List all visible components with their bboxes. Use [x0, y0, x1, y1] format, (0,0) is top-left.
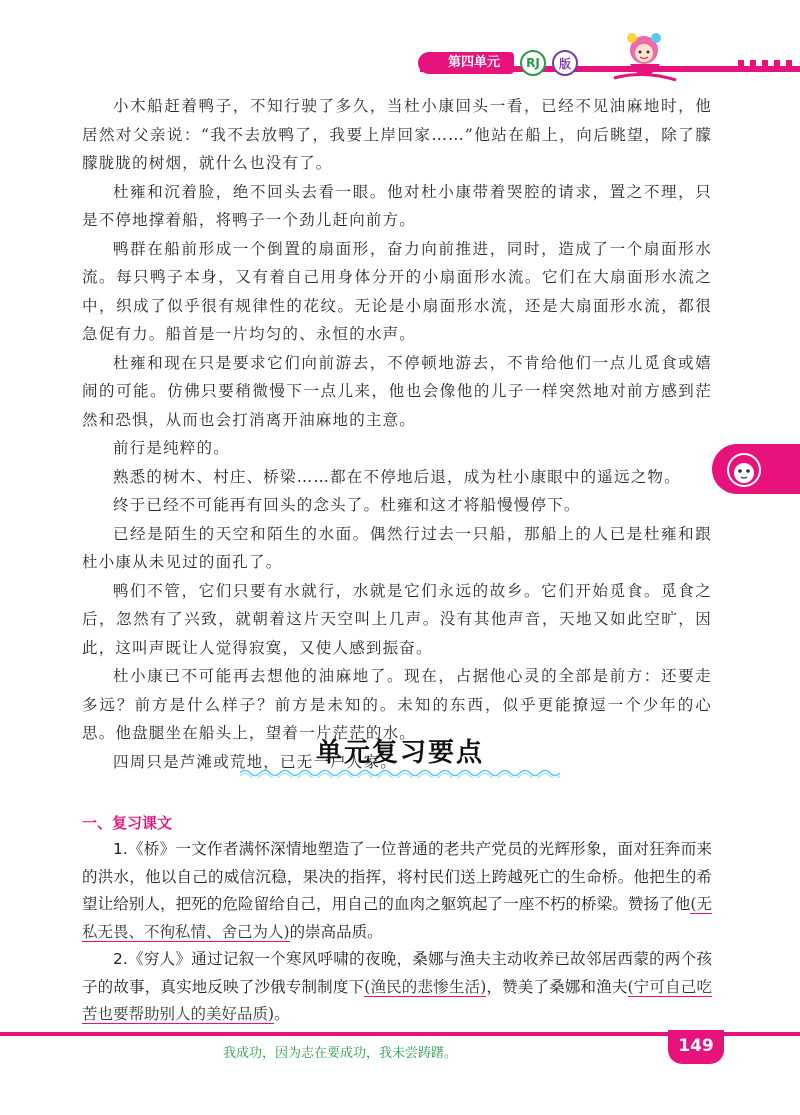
section-title: 单元复习要点 — [315, 738, 484, 768]
answer-underline: (无私无畏、不徇私情、舍己为人) — [82, 895, 712, 941]
edition-badge: 版 — [552, 50, 578, 76]
paragraph: 杜雍和沉着脸，绝不回头去看一眼。他对杜小康带着哭腔的请求，置之不理，只是不停地撑着船，将鸭子一个劲儿赶向前方。 — [82, 182, 712, 229]
paragraph: 前行是纯粹的。 — [113, 439, 230, 457]
review-item — [82, 946, 712, 1029]
paragraph: 杜小康已不可能再去想他的油麻地了。现在，占据他心灵的全部是前方：还要走多远？前方是什么样子？前方是未知的。未知的东西，似乎更能撩逗一个少年的心思。他盘腿坐在船头上，望着一片茫茫的水。 — [82, 667, 712, 742]
rj-badge: RJ — [520, 50, 546, 76]
paragraph: 已经是陌生的天空和陌生的水面。偶然行过去一只船，那船上的人已是杜雍和跟杜小康从未见过的面孔了。 — [82, 524, 712, 571]
page-number: 149 — [668, 1030, 724, 1064]
paragraph: 小木船赶着鸭子，不知行驶了多久，当杜小康回头一看，已经不见油麻地时，他居然对父亲说：“我不去放鸭了，我要上岸回家……”他站在船上，向后眺望，除了朦朦胧胧的树烟，就什么也没有了。 — [82, 97, 712, 172]
paragraph: 鸭们不管，它们只要有水就行，水就是它们永远的故乡。它们开始觅食。觅食之后，忽然有了兴致，就朝着这片天空叫上几声。没有其他声音，天地又如此空旷，因此，这叫声既让人觉得寂寞，又使人感到振奋。 — [82, 581, 712, 657]
review-text: ，赞美了桑娜和渔夫 — [486, 977, 628, 996]
unit-header — [418, 52, 578, 74]
review-heading: 一、复习课文 — [82, 814, 173, 832]
review-text: 。 — [274, 1005, 290, 1023]
answer-underline: (宁可自己吃苦也要帮助别人的美好品质) — [82, 977, 712, 1023]
paragraph: 终于已经不可能再有回头的念头了。杜雍和这才将船慢慢停下。 — [113, 496, 581, 514]
unit-label: 第四单元 — [418, 52, 514, 74]
paragraph: 杜雍和现在只是要求它们向前游去，不停顿地游去，不肯给他们一点儿觅食或嬉闹的可能。仿佛只要稍微慢下一点儿来，他也会像他的儿子一样突然地对前方感到茫然和恐惧，从而也会打消离开油麻地的主意。 — [82, 353, 712, 429]
review-text: 1.《桥》一文作者满怀深情地塑造了一位普通的老共产党员的光辉形象，面对狂奔而来的洪水，他以自己的威信沉稳，果决的指挥，将村民们送上跨越死亡的生命桥。他把生的希望让给别人，把死的危险留给自己，用自己的血肉之躯筑起了一座不朽的桥梁。赞扬了他 — [82, 840, 712, 913]
paragraph: 鸭群在船前形成一个倒置的扇面形，奋力向前推进，同时，造成了一个扇面形水流。每只鸭子本身，又有着自己用身体分开的小扇面形水流。它们在大扇面形水流之中，织成了似乎很有规律性的花纹。无论是小扇面形水流，还是大扇面形水流，都很急促有力。船首是一片均匀的、永恒的水声。 — [82, 239, 712, 343]
review-content — [82, 836, 712, 1029]
wave-divider — [240, 768, 560, 778]
reading-passage — [82, 92, 712, 776]
review-text: 的崇高品质。 — [289, 922, 383, 941]
answer-underline: (渔民的悲惨生活) — [364, 977, 487, 996]
paragraph: 四周只是芦滩或荒地，已无一户人家。 — [113, 752, 397, 771]
mascot-face-icon — [722, 448, 766, 490]
review-item — [82, 836, 712, 946]
paragraph: 熟悉的树木、村庄、桥梁……都在不停地后退，成为杜小康眼中的遥远之物。 — [113, 467, 681, 486]
review-text: 2.《穷人》通过记叙一个寒风呼啸的夜晚，桑娜与渔夫主动收养已故邻居西蒙的两个孩子的故事，真实地反映了沙俄专制制度下 — [82, 950, 712, 996]
footer-motto: 我成功，因为志在要成功，我未尝踌躇。 — [222, 1046, 457, 1061]
header-checker-pattern — [738, 60, 800, 76]
mascot-girl-icon — [604, 28, 684, 92]
